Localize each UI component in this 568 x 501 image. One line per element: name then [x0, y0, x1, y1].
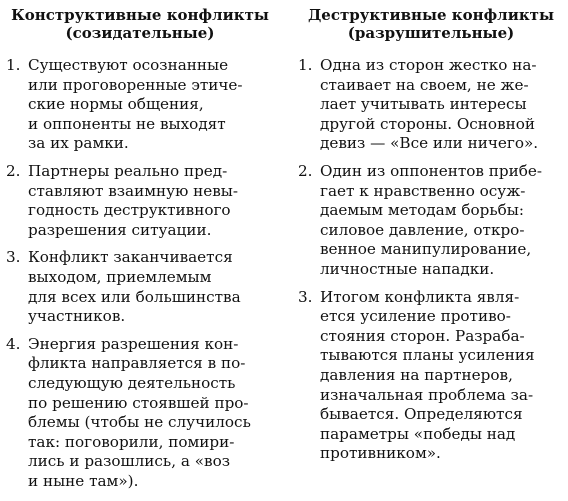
text-line: противником». [320, 444, 441, 463]
list-item [6, 335, 274, 492]
item-text [28, 162, 274, 240]
constructive-header [6, 6, 274, 42]
item-number: 2. [6, 161, 21, 180]
text-line: для всех или большинства [28, 287, 241, 306]
item-text [320, 56, 564, 154]
item-number: 1. [6, 56, 21, 74]
text-line: и ныне там»). [28, 471, 139, 490]
text-line: давления на партнеров, [320, 365, 513, 384]
header-subline: (созидательные) [65, 24, 215, 42]
header-subline: (разрушительные) [347, 24, 515, 42]
text-line: венное манипулирование, [320, 240, 532, 259]
list-item [6, 248, 274, 326]
text-line: стаивает на своем, не же- [320, 75, 529, 94]
text-line: участников. [28, 307, 126, 326]
item-number: 2. [298, 161, 313, 180]
text-line: так: поговорили, помири- [28, 432, 235, 451]
text-line: параметры «победы над [320, 424, 516, 443]
text-line: блемы (чтобы не случилось [28, 413, 251, 432]
list-item [298, 56, 564, 154]
item-text [28, 56, 274, 154]
text-line: бывается. Определяются [320, 405, 523, 424]
destructive-column [298, 6, 564, 472]
item-text [320, 288, 564, 464]
item-text [28, 248, 274, 326]
list-item [298, 288, 564, 464]
header-line: Деструктивные конфликты [307, 6, 555, 24]
text-line: даемым методам борьбы: [320, 201, 524, 220]
text-line: Существуют осознанные [28, 56, 229, 74]
text-line: за их рамки. [28, 134, 129, 153]
text-line: ется усиление противо- [320, 307, 511, 326]
text-line: ские нормы общения, [28, 95, 204, 114]
list-item [6, 162, 274, 240]
text-line: личностные нападки. [320, 259, 495, 278]
text-line: и оппоненты не выходят [28, 114, 226, 133]
text-line: разрешения ситуации. [28, 220, 212, 239]
text-line: Конфликт заканчивается [28, 248, 233, 267]
text-line: фликта направляется в по- [28, 354, 246, 373]
text-line: следующую деятельность [28, 373, 236, 392]
item-number: 4. [6, 334, 21, 353]
text-line: изначальная проблема за- [320, 385, 534, 404]
destructive-header [298, 6, 564, 42]
text-line: Итогом конфликта явля- [320, 287, 520, 306]
header-line: Конструктивные конфликты [11, 6, 269, 24]
text-line: стояния сторон. Разраба- [320, 326, 525, 345]
text-line: тываются планы усиления [320, 346, 535, 365]
text-line: Партнеры реально пред- [28, 161, 228, 180]
text-line: другой стороны. Основной [320, 114, 536, 133]
list-item [298, 162, 564, 280]
text-line: лись и разошлись, а «воз [28, 452, 230, 471]
text-line: силовое давление, откро- [320, 220, 525, 239]
text-line: по решению стоявшей про- [28, 393, 249, 412]
item-number: 3. [298, 287, 313, 306]
text-line: годность деструктивного [28, 201, 231, 220]
text-line: ставляют взаимную невы- [28, 181, 239, 200]
constructive-column [6, 6, 274, 499]
item-text [320, 162, 564, 280]
item-number: 1. [298, 56, 313, 74]
text-line: Энергия разрешения кон- [28, 334, 239, 353]
text-line: девиз — «Все или ничего». [320, 134, 539, 153]
text-line: лает учитывать интересы [320, 95, 527, 114]
text-line: гает к нравственно осуж- [320, 181, 526, 200]
text-line: Один из оппонентов прибе- [320, 161, 543, 180]
text-line: Одна из сторон жестко на- [320, 56, 537, 74]
text-line: выходом, приемлемым [28, 267, 212, 286]
item-text [28, 335, 274, 492]
text-line: или проговоренные этиче- [28, 75, 243, 94]
item-number: 3. [6, 248, 21, 267]
list-item [6, 56, 274, 154]
